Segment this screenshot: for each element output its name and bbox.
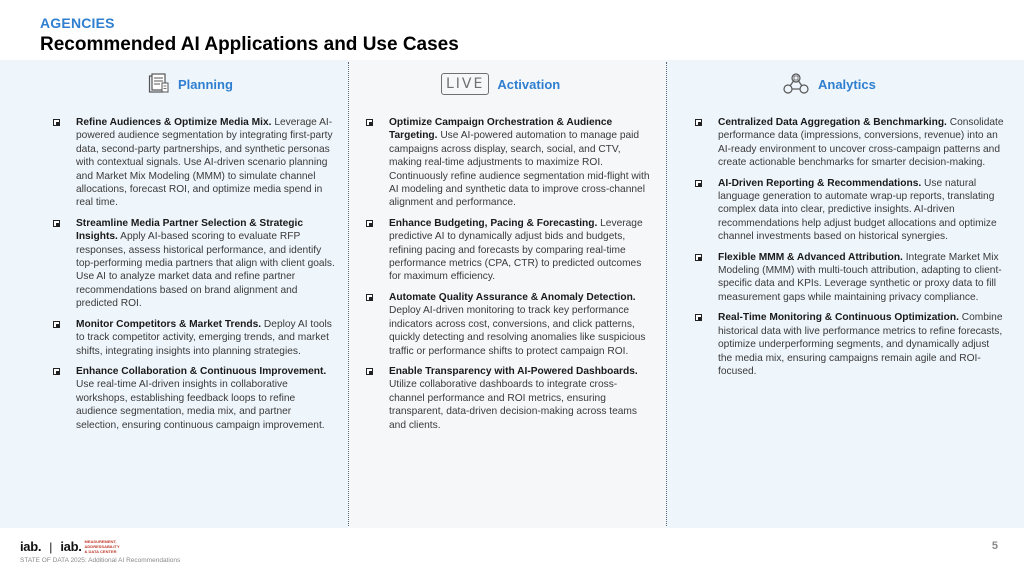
item-lead: Enhance Budgeting, Pacing & Forecasting. xyxy=(389,217,598,229)
analytics-label: Analytics xyxy=(818,76,876,92)
analytics-column xyxy=(666,60,1024,528)
checkbox-bullet-icon xyxy=(53,368,60,375)
activation-list xyxy=(366,116,650,439)
list-item xyxy=(366,217,650,284)
list-item xyxy=(53,318,335,358)
list-item xyxy=(695,177,1005,244)
item-body: Integrate Market Mix Modeling (MMM) with multi-touch attribution, adapting to client-specific data and KPIs. Leverage synthetic or proxy data to fill measurement gaps while maintaining privacy compliance. xyxy=(718,251,1002,303)
iab-mrc-logo-text: iab. xyxy=(60,539,82,554)
planning-label: Planning xyxy=(178,76,233,92)
live-icon xyxy=(441,73,489,95)
activation-label: Activation xyxy=(497,76,561,92)
checkbox-bullet-icon xyxy=(366,220,373,227)
planning-heading xyxy=(148,72,233,96)
item-body: Use real-time AI-driven insights in collaborative workshops, establishing feedback loops to refine audience segmentation, media mix, and partner selection, ensuring continuous campaign improvement. xyxy=(76,379,325,431)
footer-note: STATE OF DATA 2025: Additional AI Recommendations xyxy=(20,557,181,564)
item-body: Deploy AI tools to track competitor activity, emerging trends, and market shifts, integrating insights into planning strategies. xyxy=(76,318,332,357)
item-body: Use natural language generation to automate wrap-up reports, translating complex data into clear, predictive insights. AI-driven recommendations help adjust budget allocations and optimize channel investments based on historical synergies. xyxy=(718,177,997,243)
item-lead: Real-Time Monitoring & Continuous Optimization. xyxy=(718,312,959,324)
item-lead: Flexible MMM & Advanced Attribution. xyxy=(718,251,903,263)
logo-separator: | xyxy=(49,539,53,554)
item-lead: Enable Transparency with AI-Powered Dashboards. xyxy=(389,365,638,377)
column-divider xyxy=(348,62,349,526)
list-item xyxy=(53,116,335,210)
slide-header xyxy=(40,15,459,57)
analytics-list xyxy=(695,116,1005,385)
item-lead: Refine Audiences & Optimize Media Mix. xyxy=(76,117,272,128)
analytics-network-icon xyxy=(782,72,810,96)
live-badge: LIVE xyxy=(441,73,489,95)
list-item xyxy=(366,116,650,210)
list-item xyxy=(695,311,1005,378)
page-number: 5 xyxy=(991,540,998,552)
item-lead: AI-Driven Reporting & Recommendations. xyxy=(718,177,922,189)
mrc-logo-subtext: MEASUREMENT, ADDRESSABILITY & DATA CENTER xyxy=(84,539,120,554)
list-item xyxy=(695,116,1005,170)
item-lead: Enhance Collaboration & Continuous Improvement. xyxy=(76,365,327,377)
checkbox-bullet-icon xyxy=(695,254,702,261)
item-body: Combine historical data with live performance metrics to refine forecasts, optimize underperforming segments, and dynamically adjust the media mix, ensuring campaigns remain agile and ROI-focused. xyxy=(718,312,1003,377)
activation-column xyxy=(348,60,666,528)
checkbox-bullet-icon xyxy=(695,314,702,321)
planning-document-icon xyxy=(148,73,170,95)
column-divider xyxy=(666,62,667,526)
analytics-heading xyxy=(782,72,876,96)
item-body: Utilize collaborative dashboards to integrate cross-channel performance and ROI metrics, ensuring transparent, data-driven decision-making across teams and clients. xyxy=(389,379,638,431)
planning-column xyxy=(0,60,348,528)
checkbox-bullet-icon xyxy=(695,119,702,126)
list-item xyxy=(366,365,650,432)
page-title: Recommended AI Applications and Use Cases xyxy=(40,34,459,55)
item-lead: Automate Quality Assurance & Anomaly Detection. xyxy=(389,291,636,303)
item-body: Use AI-powered automation to manage paid campaigns across display, search, social, and CTV, making real-time adjustments to maximize ROI. Continuously refine audience segmentation mid-flight with AI modeling and synthetic data to improve cross-channel alignment and performance. xyxy=(389,130,650,209)
iab-logo xyxy=(20,539,121,554)
item-body: Consolidate performance data (impressions, conversions, revenue) into an AI-ready environment to uncover cross-campaign patterns and create actionable benchmarks for smarter decision-making. xyxy=(718,117,1004,169)
planning-list xyxy=(53,116,335,439)
item-body: Leverage AI-powered audience segmentation by integrating first-party data, second-party partnerships, and synthetic personas with contextual signals. Use AI-driven scenario planning and Market Mix Modeling (MMM) to simulate channel allocations, forecast ROI, and optimize media spend in real time. xyxy=(76,117,333,209)
activation-heading xyxy=(441,72,560,96)
checkbox-bullet-icon xyxy=(366,368,373,375)
checkbox-bullet-icon xyxy=(366,119,373,126)
checkbox-bullet-icon xyxy=(695,180,702,187)
item-lead: Optimize Campaign Orchestration & Audience Targeting. xyxy=(389,117,613,142)
item-lead: Streamline Media Partner Selection & Strategic Insights. xyxy=(76,217,304,243)
item-body: Deploy AI-driven monitoring to track key performance indicators across cost, conversions, and click patterns, quickly detecting and resolving anomalies like suspicious traffic or performance shifts to protect campaign ROI. xyxy=(389,305,646,357)
item-lead: Monitor Competitors & Market Trends. xyxy=(76,318,262,330)
checkbox-bullet-icon xyxy=(53,321,60,328)
item-body: Leverage predictive AI to dynamically adjust bids and budgets, refining pacing and forecasts by comparing real-time performance metrics (CPA, CTR) to predicted outcomes for maximum efficiency. xyxy=(389,217,643,283)
section-kicker: AGENCIES xyxy=(40,15,115,31)
item-lead: Centralized Data Aggregation & Benchmarking. xyxy=(718,117,947,128)
iab-logo-text: iab. xyxy=(20,539,42,554)
checkbox-bullet-icon xyxy=(53,220,60,227)
list-item xyxy=(366,291,650,358)
content-panel xyxy=(0,60,1024,528)
item-body: Apply AI-based scoring to evaluate RFP responses, assess historical performance, and identify top-performing media partners that align with client goals. Use AI to analyze market data and refine partner recommendations based on brand alignment and predicted ROI. xyxy=(76,231,335,310)
list-item xyxy=(53,365,335,432)
checkbox-bullet-icon xyxy=(366,294,373,301)
list-item xyxy=(695,251,1005,305)
list-item xyxy=(53,217,335,311)
checkbox-bullet-icon xyxy=(53,119,60,126)
